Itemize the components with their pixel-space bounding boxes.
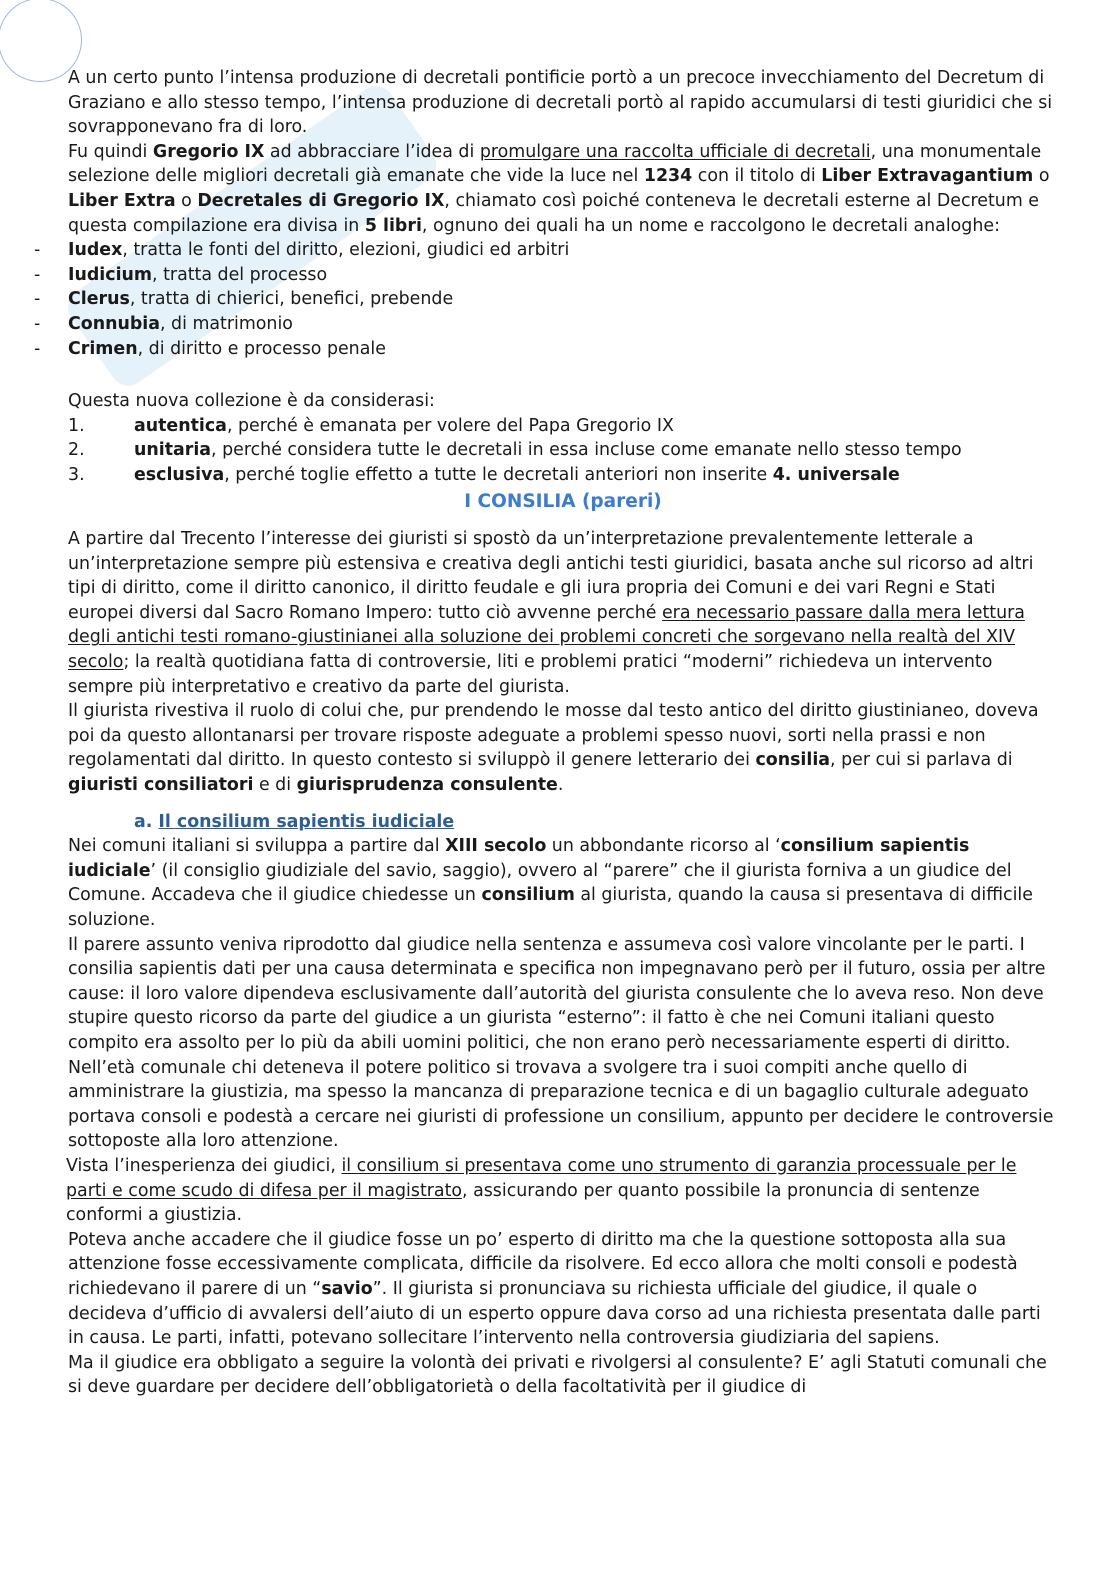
sub-heading-link[interactable]: Il consilium sapientis iudiciale — [158, 811, 455, 832]
features-list — [68, 414, 1058, 488]
list-item: - Crimen, di diritto e processo penale — [68, 337, 1058, 362]
list-item: - Iudex, tratta le fonti del diritto, elezioni, giudici ed arbitri — [68, 238, 1058, 263]
list-item: 2. unitaria, perché considera tutte le decretali in essa incluse come emanate nello stesso tempo — [68, 440, 962, 461]
paragraph-trecento: A partire dal Trecento l’interesse dei giuristi si spostò da un’interpretazione prevalentemente letterale a un’interpretazione sempre più estensiva e creativa degli antichi testi giuridici, basata anche sul ricorso ad altri tipi di diritto, come il diritto canonico, il diritto feudale e gli iura propria dei Comuni e dei vari Regni e Stati europei diversi dal Sacro Romano Impero: tutto ciò avvenne perché era necessario passare dalla mera lettura degli antichi testi romano-giustinianei alla soluzione dei problemi concreti che sorgevano nella realtà del XIV secolo; la realtà quotidiana fatta di controversie, liti e problemi pratici “moderni” richiedeva un intervento sempre più interpretativo e creativo da parte del giurista. — [68, 529, 1034, 697]
list-item: - Connubia, di matrimonio — [68, 312, 1058, 337]
paragraph-comuni: Nei comuni italiani si sviluppa a partire dal XIII secolo un abbondante ricorso al ‘consilium sapientis iudiciale’ (il consiglio giudiziale del savio, saggio), ovvero al “parere” che il giurista forniva a un giudice del Comune. Accadeva che il giudice chiedesse un consilium al giurista, quando la causa si presentava di difficile soluzione. — [68, 836, 1033, 930]
list-item: - Clerus, tratta di chierici, benefici, prebende — [68, 287, 1058, 312]
paragraph-savio: Poteva anche accadere che il giudice fosse un po’ esperto di diritto ma che la questione sottoposta alla sua attenzione fosse eccessivamente complicata, difficile da risolvere. Ed ecco allora che molti consoli e podestà richiedevano il parere di un “savio”. Il giurista si pronunciava su richiesta ufficiale del giudice, il quale o decideva d’ufficio di avvalersi dell’aiuto di un esperto oppure dava corso ad una richiesta presentata dalle parti in causa. Le parti, infatti, potevano sollecitare l’intervento nella controversia giudiziaria del sapiens. — [68, 1229, 1041, 1349]
sub-heading: a. Il consilium sapientis iudiciale — [134, 811, 455, 832]
books-list — [68, 238, 1058, 361]
paragraph-parere: Il parere assunto veniva riprodotto dal giudice nella sentenza e assumeva così valore vincolante per le parti. I consilia sapientis dati per una causa determinata e specifica non impegnavano però per il futuro, ossia per altre cause: il loro valore dipendeva esclusivamente dall’autorità del giurista consulente che lo aveva reso. Non deve stupire questo ricorso da parte del giudice a un giurista “esterno”: il fatto è che nei Comuni italiani questo compito era assolto per lo più da abili uomini politici, che non erano però necessariamente esperti di diritto. — [68, 934, 1046, 1053]
list-item: 3. esclusiva, perché toglie effetto a tutte le decretali anteriori non inserite 4. universale — [68, 464, 900, 485]
paragraph-giurista: Il giurista rivestiva il ruolo di colui che, pur prendendo le mosse dal testo antico del diritto giustinianeo, doveva poi da questo allontanarsi per trovare risposte adeguate a problemi spesso nuovi, sorti nella prassi e non regolamentati dal diritto. In questo contesto si sviluppò il genere letterario dei consilia, per cui si parlava di giuristi consiliatori e di giurisprudenza consulente. — [68, 701, 1039, 796]
list-item: - Iudicium, tratta del processo — [68, 263, 1058, 288]
document-body — [68, 66, 1058, 1400]
paragraph-intro: A un certo punto l’intensa produzione di decretali pontificie portò a un precoce invecchiamento del Decretum di Graziano e allo stesso tempo, l’intensa produzione di decretali portò al rapido accumularsi di testi giuridici che si sovrapponevano fra di loro. — [68, 68, 1053, 138]
paragraph-statuti: Ma il giudice era obbligato a seguire la volontà dei privati e rivolgersi al consulente? E’ agli Statuti comunali che si deve guardare per decidere dell’obbligatorietà o della facoltatività per il giudice di — [68, 1352, 1047, 1398]
paragraph-eta-comunale: Nell’età comunale chi deteneva il potere politico si trovava a svolgere tra i suoi compiti anche quello di amministrare la giustizia, ma spesso la mancanza di preparazione tecnica e di un bagaglio culturale adeguato portava consoli e podestà a cercare nei giuristi di professione un consilium, appunto per decidere le controversie sottoposte alla loro attenzione. — [68, 1057, 1054, 1152]
list-item: 1. autentica, perché è emanata per volere del Papa Gregorio IX — [68, 415, 674, 436]
collection-intro: Questa nuova collezione è da considerasi: — [68, 391, 435, 412]
section-heading: I CONSILIA (pareri) — [464, 490, 662, 512]
paragraph-gregorio: Fu quindi Gregorio IX ad abbracciare l’idea di promulgare una raccolta ufficiale di decretali, una monumentale selezione delle migliori decretali già emanate che vide la luce nel 1234 con il titolo di Liber Extravagantium o Liber Extra o Decretales di Gregorio IX, chiamato così poiché conteneva le decretali esterne al Decretum e questa compilazione era divisa in 5 libri, ognuno dei quali ha un nome e raccolgono le decretali analoghe: — [68, 141, 1050, 236]
paragraph-inesperienza: Vista l’inesperienza dei giudici, il consilium si presentava come uno strumento di garanzia processuale per le parti e come scudo di difesa per il magistrato, assicurando per quanto possibile la pronuncia di sentenze conformi a giustizia. — [66, 1155, 1017, 1226]
